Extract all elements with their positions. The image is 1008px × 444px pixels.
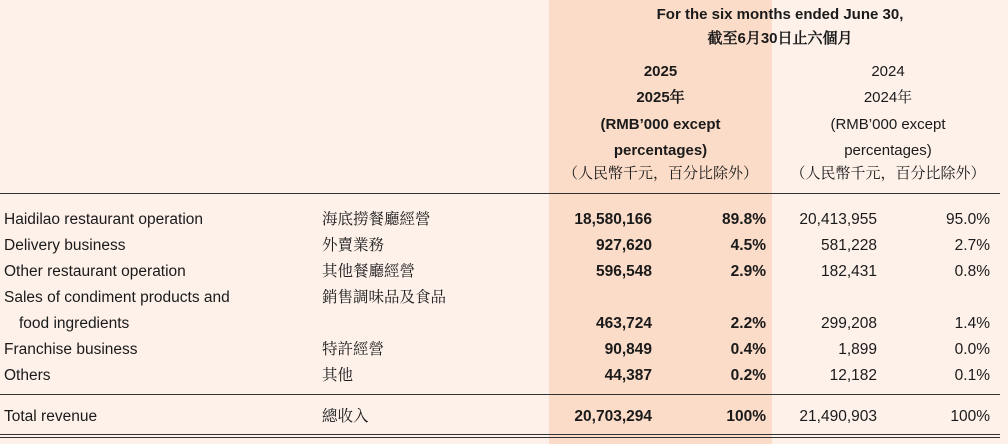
percent-2025: 89.8% xyxy=(722,211,766,228)
value-2024: 581,228 xyxy=(820,237,877,254)
col-2025-unit-zh: （人民幣千元，百分比除外） xyxy=(562,165,758,182)
total-percent-2024: 100% xyxy=(950,408,990,425)
value-2025: 927,620 xyxy=(595,237,652,254)
col-2024-unit-en-1: (RMB’000 except xyxy=(830,116,946,133)
col-2025-unit-en-1: (RMB’000 except xyxy=(600,116,721,133)
percent-2024: 0.1% xyxy=(954,367,990,384)
percent-2024: 2.7% xyxy=(954,237,990,254)
percent-2024: 1.4% xyxy=(954,315,990,332)
percent-2025: 4.5% xyxy=(730,237,766,254)
value-2025: 463,724 xyxy=(595,315,652,332)
total-percent-2025: 100% xyxy=(726,408,766,425)
row-label-en-continued: food ingredients xyxy=(19,315,130,332)
row-label-en: Others xyxy=(4,367,51,384)
col-2024-unit-zh: （人民幣千元，百分比除外） xyxy=(790,165,986,182)
value-2024: 182,431 xyxy=(820,263,877,280)
value-2025: 44,387 xyxy=(604,367,652,384)
col-2025-unit-en-2: percentages) xyxy=(613,142,708,159)
header-divider xyxy=(0,193,1000,194)
value-2024: 20,413,955 xyxy=(799,211,877,228)
value-2025: 90,849 xyxy=(604,341,652,358)
total-label-zh: 總收入 xyxy=(322,408,369,425)
row-label-en: Delivery business xyxy=(4,237,126,254)
total-label-en: Total revenue xyxy=(4,408,98,425)
percent-2025: 0.2% xyxy=(730,367,766,384)
value-2025: 596,548 xyxy=(595,263,652,280)
value-2024: 12,182 xyxy=(829,367,877,384)
period-heading-en: For the six months ended June 30, xyxy=(656,6,904,23)
total-value-2025: 20,703,294 xyxy=(574,408,652,425)
total-divider-bottom-1 xyxy=(0,434,1000,435)
col-2025-year: 2025 xyxy=(643,63,678,80)
row-label-zh: 外賣業務 xyxy=(322,237,385,254)
value-2025: 18,580,166 xyxy=(574,211,652,228)
row-label-zh: 海底撈餐廳經營 xyxy=(322,211,431,228)
value-2024: 1,899 xyxy=(838,341,877,358)
percent-2025: 2.9% xyxy=(730,263,766,280)
percent-2024: 95.0% xyxy=(946,211,990,228)
row-label-zh: 其他 xyxy=(322,367,354,384)
total-divider-bottom-2 xyxy=(0,437,1000,438)
percent-2025: 2.2% xyxy=(730,315,766,332)
col-2024-year: 2024 xyxy=(871,63,905,80)
percent-2024: 0.0% xyxy=(954,341,990,358)
col-2025-year-zh: 2025年 xyxy=(636,89,685,106)
row-label-zh: 其他餐廳經營 xyxy=(322,263,416,280)
row-label-en: Franchise business xyxy=(4,341,138,358)
total-divider-top xyxy=(0,394,1000,395)
total-value-2024: 21,490,903 xyxy=(799,408,877,425)
row-label-en: Other restaurant operation xyxy=(4,263,186,280)
col-2024-year-zh: 2024年 xyxy=(863,89,913,106)
period-heading-zh: 截至6月30日止六個月 xyxy=(707,30,853,47)
row-label-zh: 銷售調味品及食品 xyxy=(322,289,447,306)
row-label-en: Haidilao restaurant operation xyxy=(4,211,204,228)
row-label-en: Sales of condiment products and xyxy=(4,289,230,306)
col-2024-unit-en-2: percentages) xyxy=(844,142,932,159)
percent-2024: 0.8% xyxy=(954,263,990,280)
percent-2025: 0.4% xyxy=(730,341,766,358)
value-2024: 299,208 xyxy=(820,315,877,332)
row-label-zh: 特許經營 xyxy=(322,341,385,358)
